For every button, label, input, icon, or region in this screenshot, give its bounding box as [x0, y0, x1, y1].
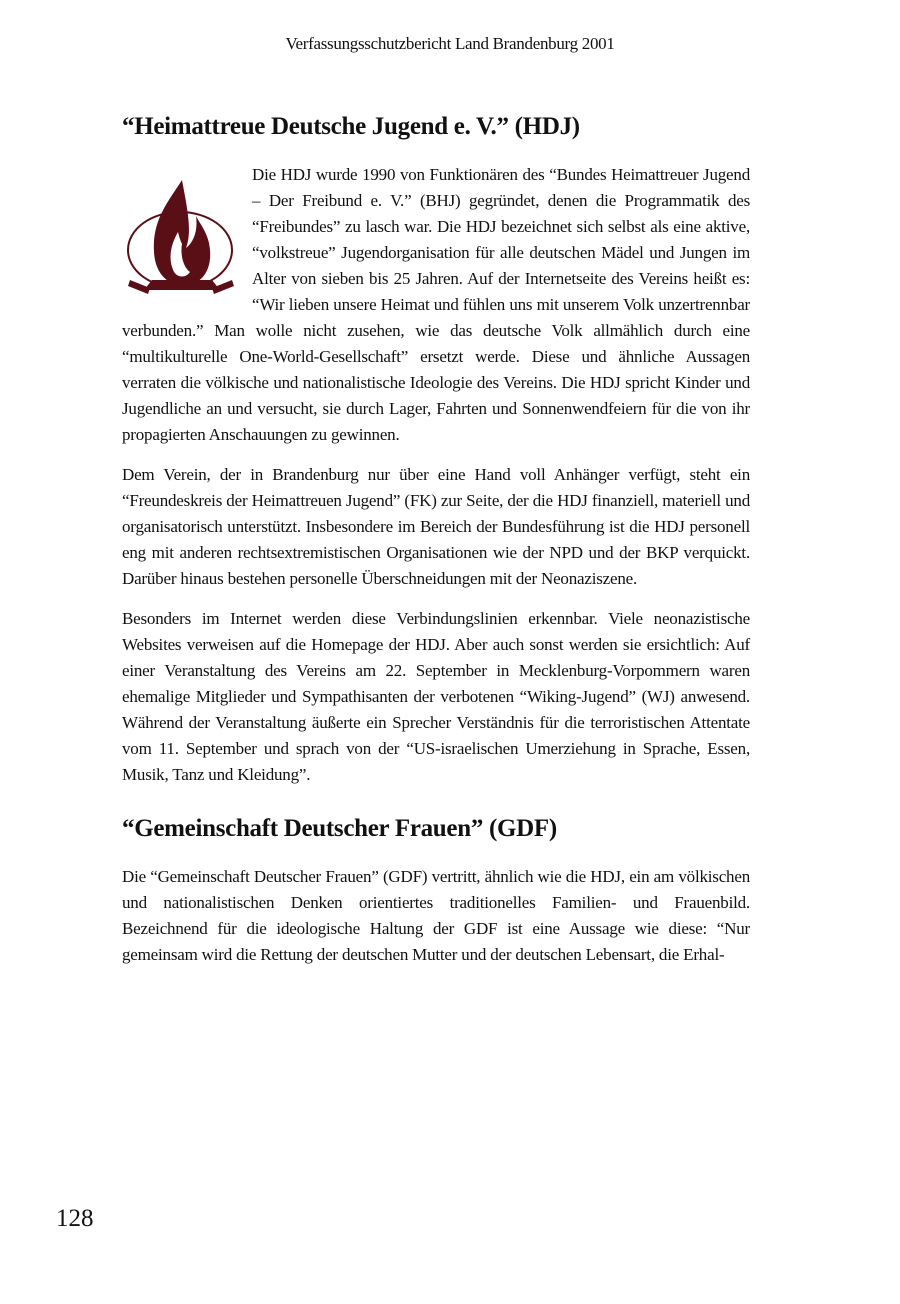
page-content	[122, 112, 750, 982]
hdj-paragraph-3: Besonders im Internet werden diese Verbindungslinien erkennbar. Viele neonazistische Websites verweisen auf die Homepage der HDJ. Aber auch sonst werden sie ersichtlich: Auf einer Veranstaltung des Vereins am 22. September in Mecklenburg-Vorpommern waren ehemalige Mitglieder und Sympathisanten der verbotenen “Wiking-Jugend” (WJ) anwesend. Während der Veranstaltung äußerte ein Sprecher Verständnis für die terroristischen Attentate vom 11. September und sprach von der “US-israelischen Umerziehung in Sprache, Essen, Musik, Tanz und Kleidung”.	[122, 609, 750, 784]
running-header: Verfassungsschutzbericht Land Brandenburg 2001	[285, 34, 615, 53]
gdf-paragraph-1: Die “Gemeinschaft Deutscher Frauen” (GDF) vertritt, ähnlich wie die HDJ, ein am völkischen und nationalistischen Denken orientiertes traditionelles Familien- und Frauenbild. Bezeichnend für die ideologische Haltung der GDF ist eine Aussage wie diese: “Nur gemeinsam wird die Rettung der deutschen Mutter und der deutschen Lebensart, die Erhal-	[122, 867, 750, 964]
section-heading-hdj: “Heimattreue Deutsche Jugend e. V.” (HDJ)	[122, 113, 580, 140]
hdj-paragraph-2: Dem Verein, der in Brandenburg nur über eine Hand voll Anhänger verfügt, steht ein “Freundeskreis der Heimattreuen Jugend” (FK) zur Seite, der die HDJ finanziell, materiell und organisatorisch unterstützt. Insbesondere im Bereich der Bundesführung ist die HDJ personell eng mit anderen rechtsextremistischen Organisationen wie der NPD und der BKP verquickt. Darüber hinaus bestehen personelle Überschneidungen mit der Neonaziszene.	[122, 465, 750, 588]
hdj-paragraph-1: Die HDJ wurde 1990 von Funktionären des “Bundes Heimattreuer Jugend – Der Freibund e. V.” (BHJ) gegründet, denen die Programmatik des “Freibundes” zu lasch war. Die HDJ bezeichnet sich selbst als eine aktive, “volkstreue” Jugendorganisation für alle deutschen Mädel und Jungen im Alter von sieben bis 25 Jahren. Auf der Internetseite des Vereins heißt es: “Wir lieben unsere Heimat und fühlen uns mit unserem Volk unzertrennbar verbunden.” Man wolle nicht zusehen, wie das deutsche Volk allmählich durch eine “multikulturelle One-World-Gesellschaft” ersetzt werde. Diese und ähnliche Aussagen verraten die völkische und nationalistische Ideologie des Vereins. Die HDJ spricht Kinder und Jugendliche an und versucht, sie durch Lager, Fahrten und Sonnenwendfeiern für die von ihr propagierten Anschauungen zu gewinnen.	[122, 165, 750, 444]
page-number: 128	[56, 1205, 94, 1232]
section-heading-gdf: “Gemeinschaft Deutscher Frauen” (GDF)	[122, 815, 557, 842]
flame-emblem-icon	[122, 176, 240, 308]
